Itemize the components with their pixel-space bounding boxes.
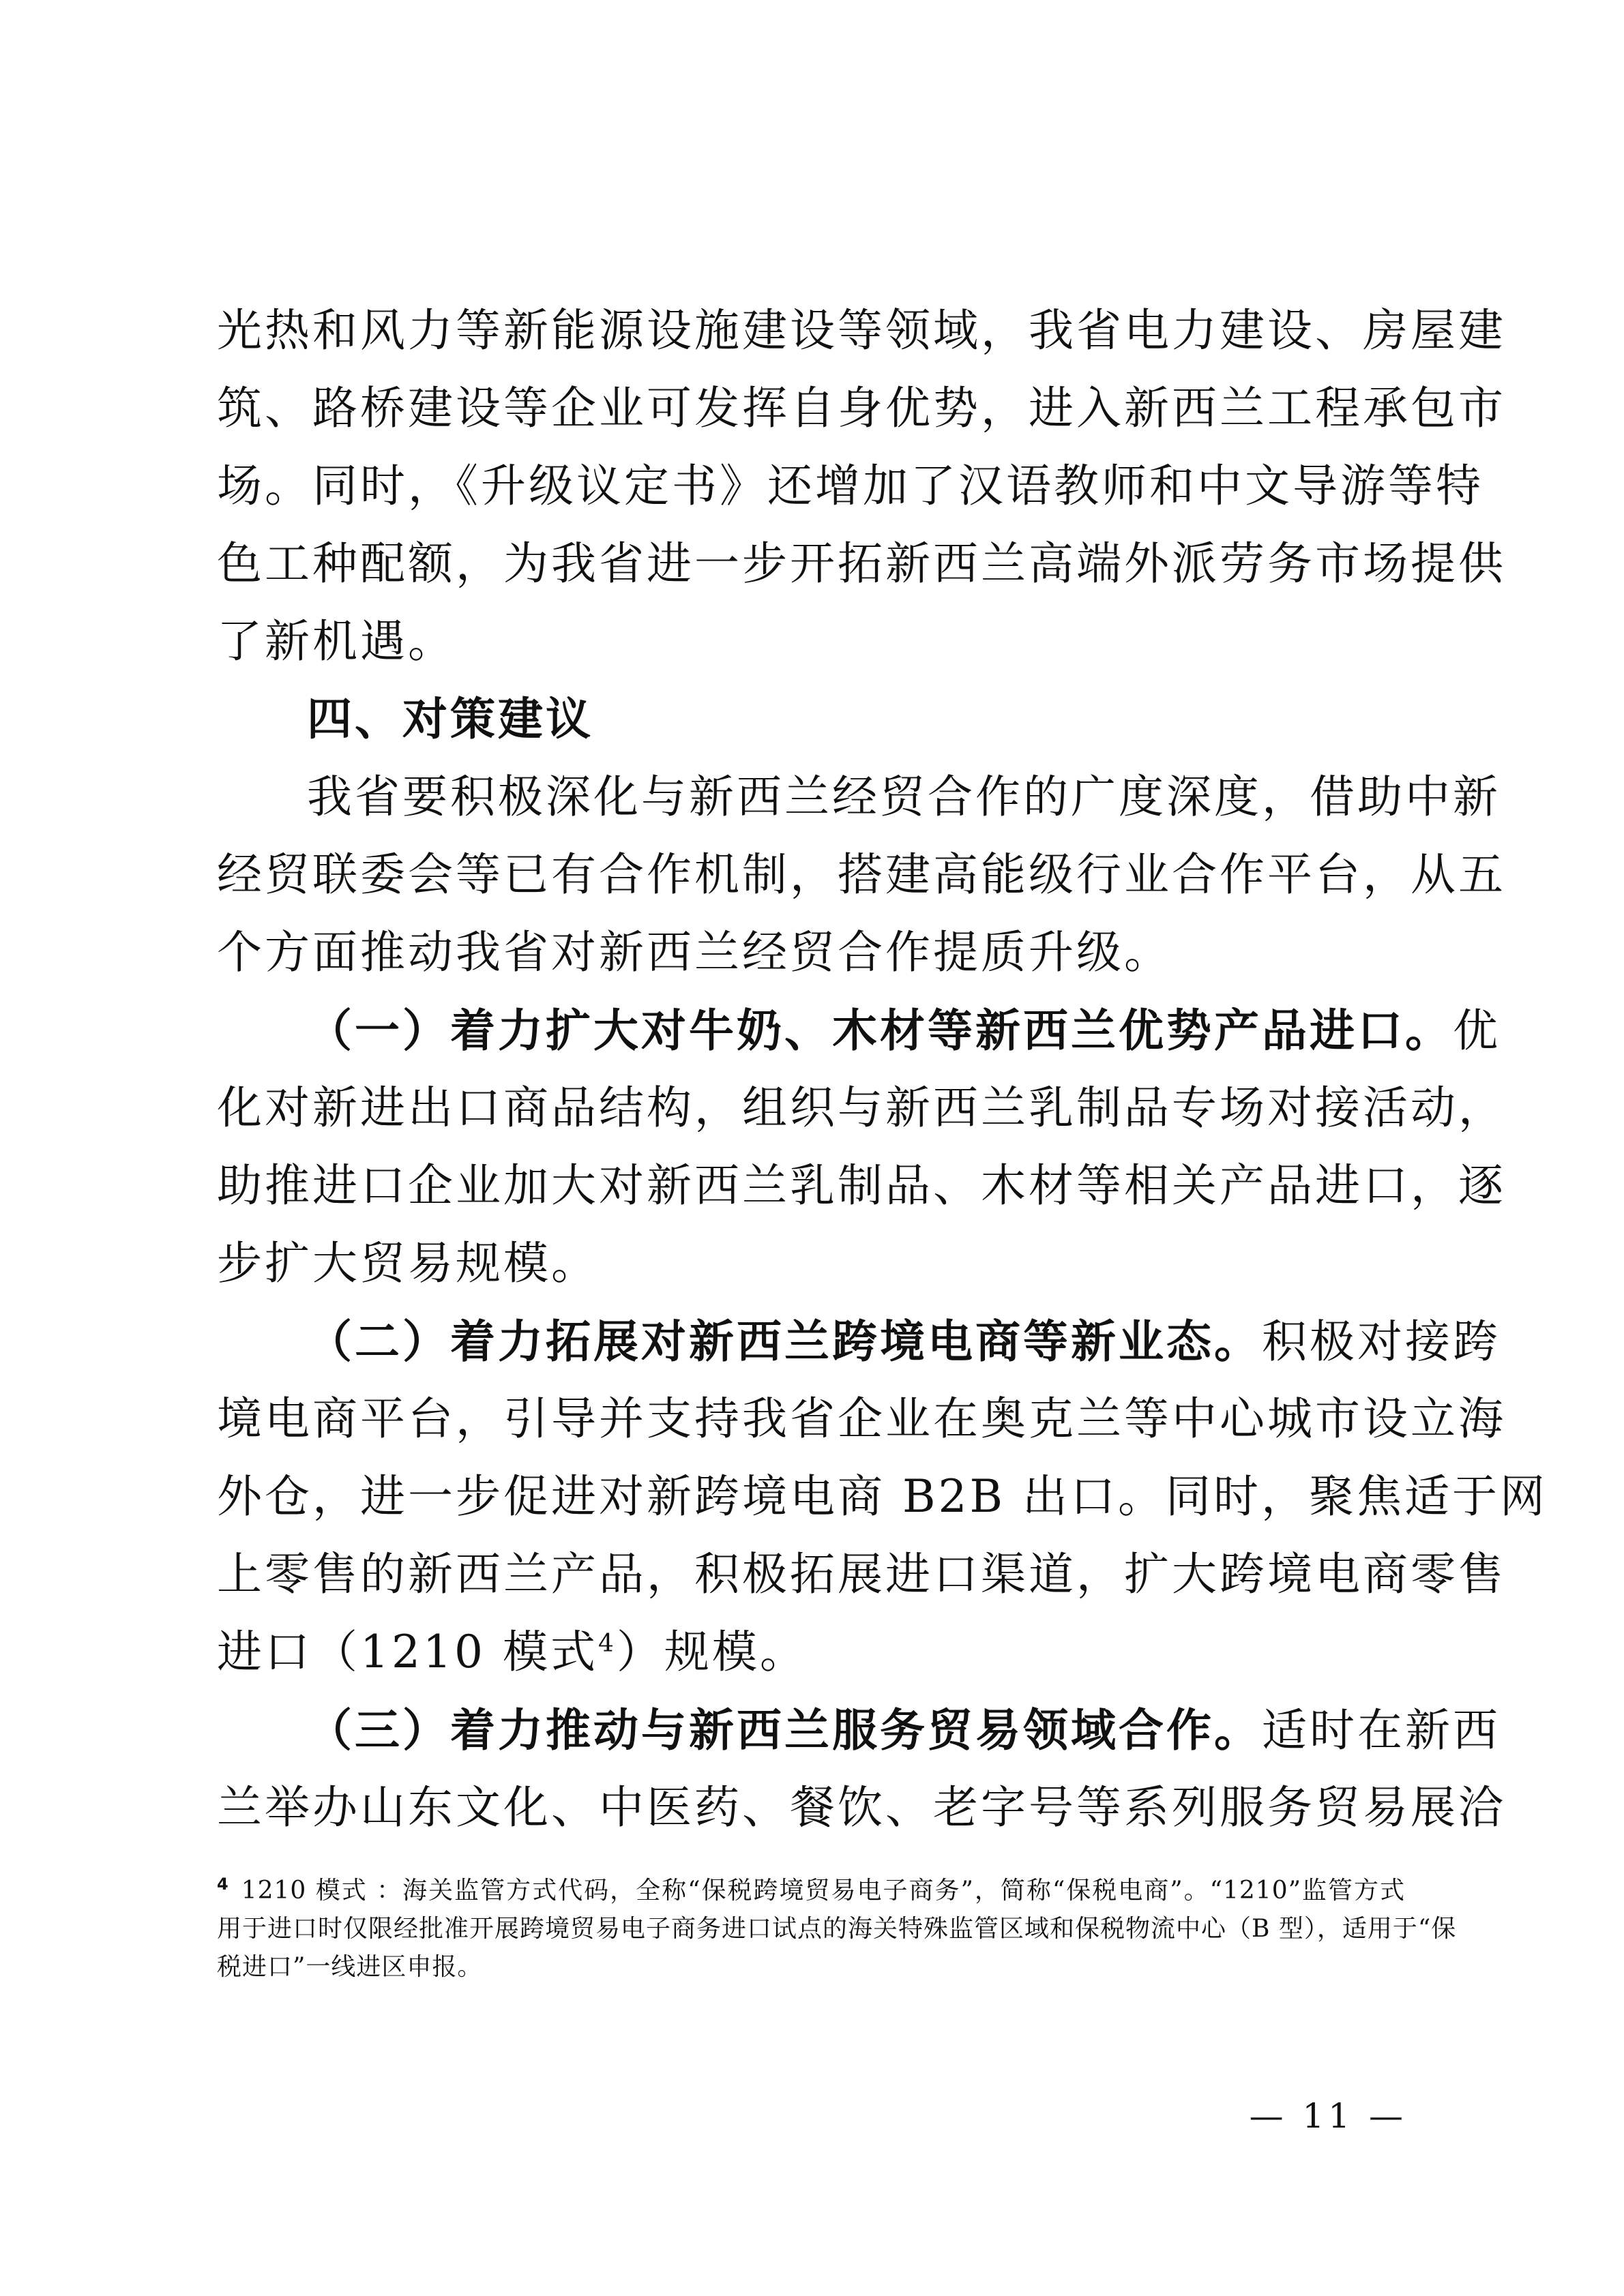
paragraph-text: ）规模。 xyxy=(616,1626,808,1678)
paragraph-line: 光热和风力等新能源设施建设等领域，我省电力建设、房屋建 xyxy=(217,304,1506,357)
paragraph-line: 步扩大贸易规模。 xyxy=(217,1237,599,1289)
paragraph-line: 我省要积极深化与新西兰经贸合作的广度深度，借助中新 xyxy=(307,771,1501,823)
paragraph-line: 助推进口企业加大对新西兰乳制品、木材等相关产品进口，逐 xyxy=(217,1159,1506,1212)
footnote-reference[interactable]: 4 xyxy=(597,1630,617,1658)
paragraph-line: 经贸联委会等已有合作机制，搭建高能级行业合作平台，从五 xyxy=(217,848,1506,901)
paragraph-line: 色工种配额，为我省进一步开拓新西兰高端外派劳务市场提供 xyxy=(217,537,1506,590)
subsection-text: 积极对接跨 xyxy=(1262,1315,1501,1368)
subsection-title: （三）着力推动与新西兰服务贸易领域合作。 xyxy=(307,1703,1262,1757)
paragraph-line: 筑、路桥建设等企业可发挥自身优势，进入新西兰工程承包市 xyxy=(217,382,1506,434)
subsection-title: （二）着力拓展对新西兰跨境电商等新业态。 xyxy=(307,1315,1262,1368)
page-number: — 11 — xyxy=(1249,2096,1407,2136)
paragraph-line: 了新机遇。 xyxy=(217,615,456,668)
subsection-title: （一）着力扩大对牛奶、木材等新西兰优势产品进口。 xyxy=(307,1004,1453,1057)
footnote-text: 1210 模式 ：海关监管方式代码，全称“保税跨境贸易电子商务”，简称“保税电商”。“1210”监管方式 xyxy=(241,1877,1405,1905)
subsection-text: 适时在新西 xyxy=(1262,1704,1501,1757)
subsection-text: 优 xyxy=(1453,1004,1501,1057)
paragraph-line: 个方面推动我省对新西兰经贸合作提质升级。 xyxy=(217,926,1172,979)
paragraph-line: 境电商平台，引导并支持我省企业在奥克兰等中心城市设立海 xyxy=(217,1392,1506,1445)
paragraph-line: 场。同时，《升级议定书》还增加了汉语教师和中文导游等特 xyxy=(217,460,1483,512)
footnote-line: 税进口”一线进区申报。 xyxy=(217,1953,483,1981)
paragraph-line: 兰举办山东文化、中医药、餐饮、老字号等系列服务贸易展洽 xyxy=(217,1781,1506,1834)
section-heading: 四、对策建议 xyxy=(307,693,593,745)
paragraph-line xyxy=(217,1613,1405,1691)
subsection-first-line xyxy=(217,1691,1501,1769)
footnote-area xyxy=(217,1872,1457,1986)
subsection-first-line xyxy=(217,1302,1501,1380)
paragraph-line: 化对新进出口商品结构，组织与新西兰乳制品专场对接活动， xyxy=(217,1082,1506,1134)
footnote-line: 用于进口时仅限经批准开展跨境贸易电子商务进口试点的海关特殊监管区域和保税物流中心（B 型），适用于“保 xyxy=(217,1915,1457,1943)
paragraph-line: 外仓，进一步促进对新跨境电商 B2B 出口。同时，聚焦适于网 xyxy=(217,1470,1548,1523)
body-text xyxy=(217,292,1548,1847)
footnote-mark: 4 xyxy=(217,1875,229,1894)
footnote-line xyxy=(217,1872,1405,1910)
paragraph-text: 进口（1210 模式 xyxy=(217,1626,598,1678)
paragraph-line: 上零售的新西兰产品，积极拓展进口渠道，扩大跨境电商零售 xyxy=(217,1548,1506,1600)
subsection-first-line xyxy=(217,992,1501,1069)
